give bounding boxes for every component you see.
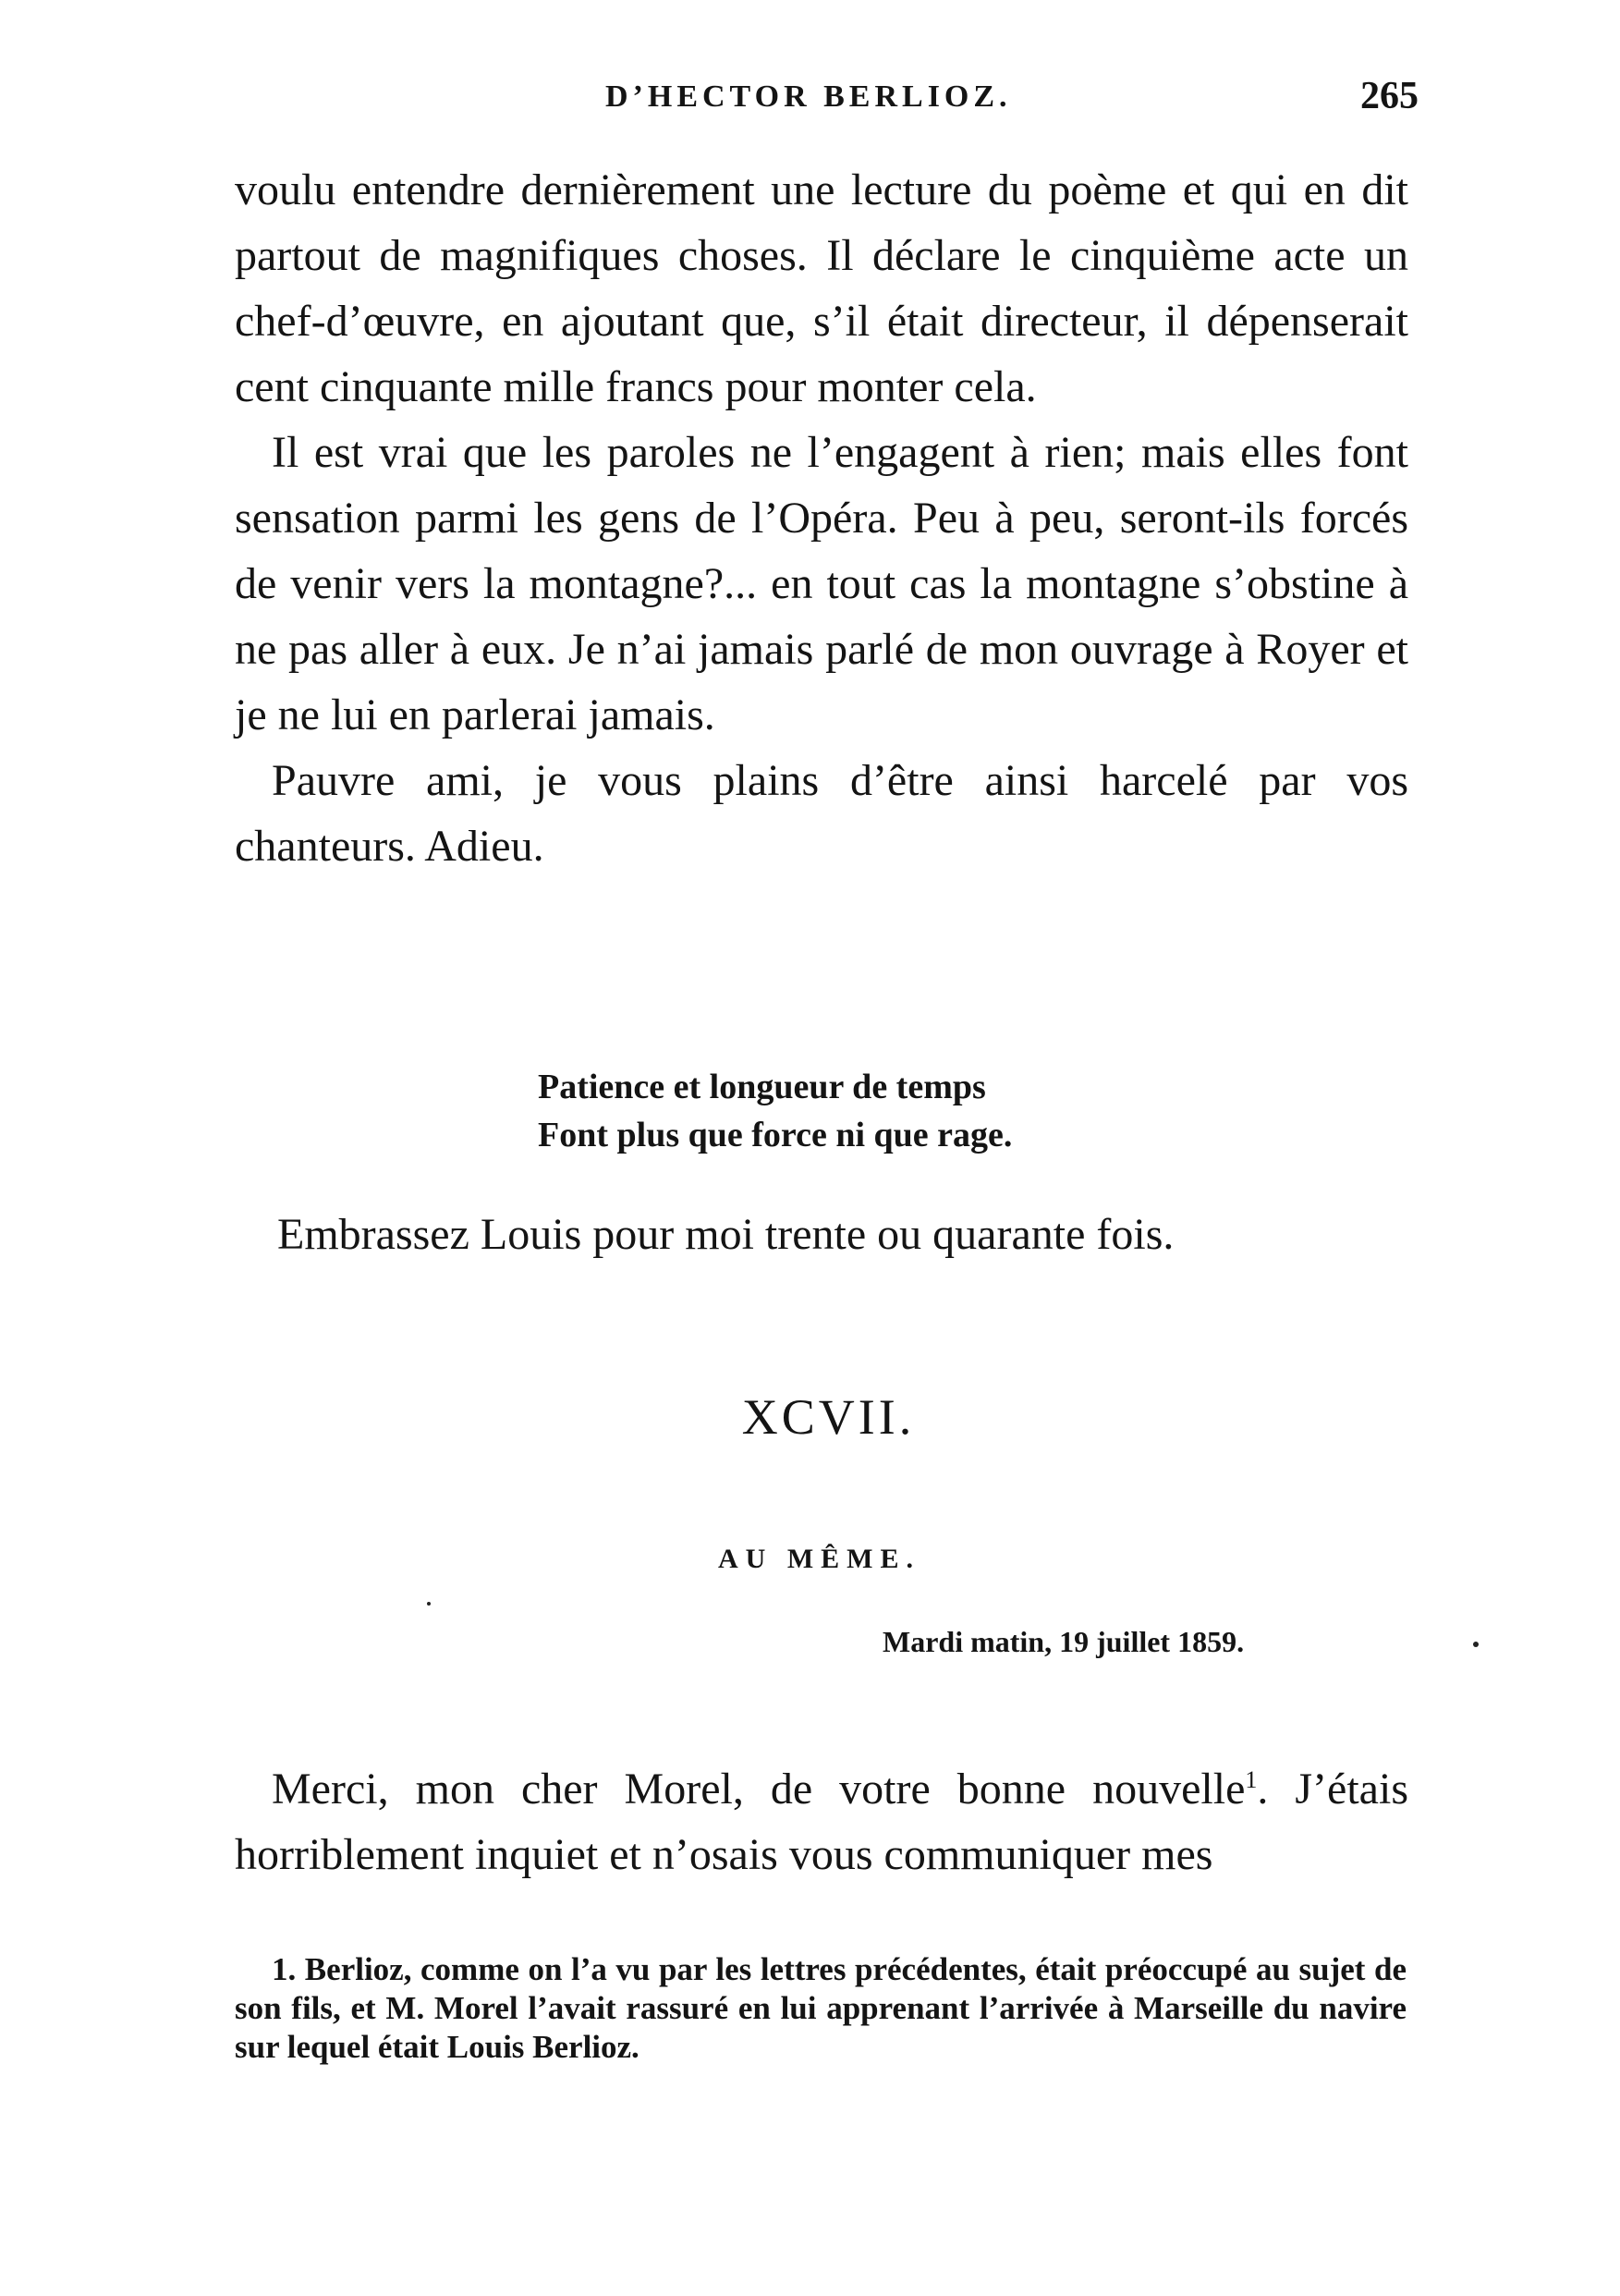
opening-before-note: Merci, mon cher Morel, de votre bonne nouvelle — [272, 1765, 1246, 1814]
footnote-marker: 1 — [1245, 1766, 1258, 1793]
letter-number: XCVII. — [741, 1389, 916, 1445]
letter-continued-body — [235, 157, 1408, 879]
closing-line: Embrassez Louis pour moi trente ou quarante fois. — [277, 1210, 1175, 1259]
next-letter-body — [235, 1756, 1408, 1887]
print-speck — [427, 1602, 431, 1606]
letter-dateline: Mardi matin, 19 juillet 1859. — [883, 1625, 1245, 1658]
footnote — [235, 1950, 1407, 2067]
running-title: D’HECTOR BERLIOZ. — [605, 79, 1012, 114]
paragraph-3: Pauvre ami, je vous plains d’être ainsi harcelé par vos chanteurs. Adieu. — [235, 756, 1408, 871]
verse-quote — [538, 1063, 1012, 1159]
page-number: 265 — [1360, 75, 1419, 117]
print-speck — [1473, 1642, 1479, 1647]
opening-paragraph — [235, 1756, 1408, 1887]
verse-line-2: Font plus que force ni que rage. — [538, 1116, 1013, 1154]
paragraph-1: voulu entendre dernièrement une lecture du poème et qui en dit partout de magnifiques choses. Il déclare le cinquième acte un chef-d’œuvre, en ajoutant que, s’il était directeur, il dépenserait cent cinquante mille francs pour monter cela. — [235, 165, 1408, 411]
letter-recipient: AU MÊME. — [718, 1544, 920, 1574]
paragraph-2: Il est vrai que les paroles ne l’engagent à rien; mais elles font sensation parmi les gens de l’Opéra. Peu à peu, seront-ils forcés de venir vers la montagne?... en tout cas la montagne s’obstine à ne pas aller à eux. Je n’ai jamais parlé de mon ouvrage à Royer et je ne lui en parlerai jamais. — [235, 428, 1408, 739]
opening-after-note: . J’étais horriblement inquiet et n’osais vous communiquer mes — [235, 1765, 1409, 1879]
page-header — [0, 75, 1620, 135]
verse-line-1: Patience et longueur de temps — [538, 1068, 986, 1106]
footnote-text: 1. Berlioz, comme on l’a vu par les lettres précédentes, était préoccupé au sujet de son fils, et M. Morel l’avait rassuré en lui apprenant l’arrivée à Marseille du navire sur lequel était Louis Berlioz. — [235, 1951, 1407, 2065]
